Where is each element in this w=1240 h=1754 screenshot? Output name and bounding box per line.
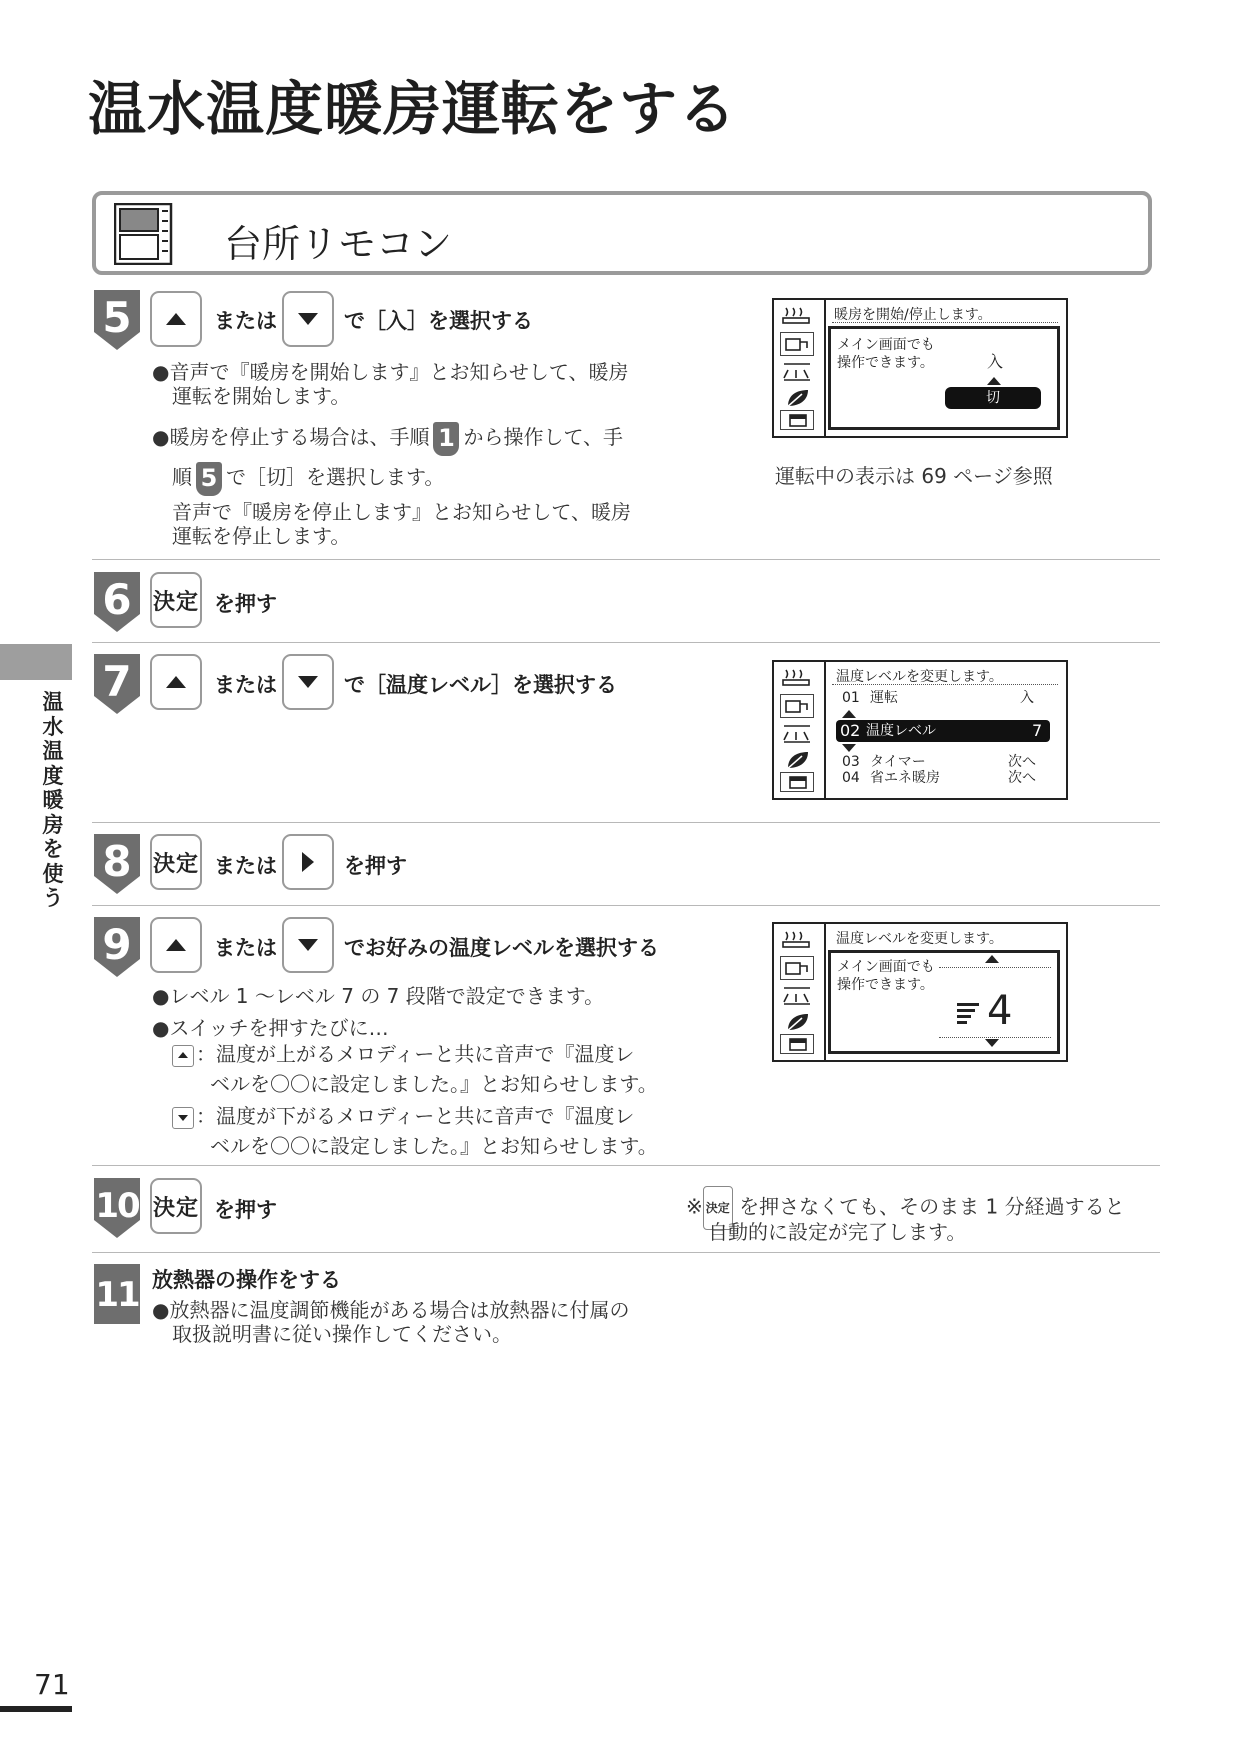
up-button[interactable] [150,917,202,973]
divider [92,559,1160,560]
step-5-badge [94,290,140,350]
step-9-down-text: ：温度が下がるメロディーと共に音声で『温度レ [196,1104,635,1128]
down-arrow-icon [298,676,318,688]
step-5-bullet2-line4: 運転を停止します。 [172,524,351,548]
step-7-instruction: で［温度レベル］を選択する [344,673,617,697]
up-arrow-icon [842,710,856,718]
step-10-number: 10 [95,1186,139,1226]
lcd-msg2: 操作できます。 [837,977,934,993]
step-5-or: または [214,309,277,333]
divider [92,822,1160,823]
lcd-row1-no: 01 [842,690,860,706]
heating-icon [780,928,814,952]
floor-heating-icon [780,984,814,1008]
lcd-row4-value: 次へ [1008,770,1036,786]
heating-icon [780,304,814,328]
lcd-option-off-selected: 切 [945,387,1041,409]
step-9-up-line2: ベルを〇〇に設定しました。』とお知らせします。 [210,1072,658,1096]
enter-button[interactable]: 決定 [150,572,202,628]
down-arrow-icon [842,744,856,752]
enter-button[interactable]: 決定 [150,1178,202,1234]
lcd-divider [939,1037,1051,1038]
lcd-screen-menu [772,660,1068,800]
lcd-msg1: メイン画面でも [837,337,935,353]
water-tap-icon [780,694,814,718]
menu-icon [780,410,814,430]
lcd-popup [828,950,1060,1054]
remote-title: 台所リモコン [224,222,453,266]
step-ref-badge: 1 [433,422,459,456]
step-11-bullet-line1: ●放熱器に温度調節機能がある場合は放熱器に付属の [152,1298,630,1322]
step-11-number: 11 [95,1275,139,1315]
step-6-badge [94,572,140,632]
lcd-icon-column [774,924,826,1060]
note-prefix: ※ [686,1194,703,1219]
up-arrow-icon [166,939,186,951]
step-10-instruction: を押す [214,1198,277,1222]
down-arrow-icon [298,313,318,325]
mini-down-key-icon [172,1107,194,1129]
step-9-badge [94,917,140,977]
heating-icon [780,666,814,690]
down-arrow-icon [298,939,318,951]
mini-up-key-icon [172,1045,194,1067]
step-9-down-line2: ベルを〇〇に設定しました。』とお知らせします。 [210,1134,658,1158]
lcd-option-on: 入 [987,352,1004,371]
enter-button[interactable]: 決定 [150,834,202,890]
lcd-icon-column [774,662,826,798]
up-arrow-icon [166,313,186,325]
up-arrow-icon [166,676,186,688]
water-tap-icon [780,332,814,356]
lcd-popup [828,326,1060,430]
down-button[interactable] [282,291,334,347]
step-11-badge [94,1264,140,1324]
step-8-badge [94,834,140,894]
lcd-divider [939,967,1051,968]
water-tap-icon [780,956,814,980]
step-6-number: 6 [102,575,132,624]
step-ref-badge: 5 [196,462,222,496]
step-5-bullet1-line2: 運転を開始します。 [172,384,351,408]
eco-leaf-icon [780,748,814,772]
step-11-instruction: 放熱器の操作をする [152,1268,341,1292]
lcd-row2-label: 温度レベル [866,723,936,739]
lcd-row3-label: タイマー [870,754,926,770]
down-arrow-icon [985,1039,999,1047]
step-9-bullet2: ●スイッチを押すたびに… [152,1016,389,1040]
remote-header [92,191,1152,275]
step-5-number: 5 [102,293,132,342]
page-number: 71 [34,1668,70,1701]
step-5-caption: 運転中の表示は 69 ページ参照 [775,464,1053,488]
step-7-or: または [214,673,277,697]
up-button[interactable] [150,654,202,710]
down-button[interactable] [282,917,334,973]
lcd-screen-level [772,922,1068,1062]
lcd-row3-no: 03 [842,754,860,770]
lcd-icon-column [774,300,826,436]
remote-control-icon [114,203,180,265]
step-5-bullet2-text-b: から操作して、手 [463,425,624,449]
up-button[interactable] [150,291,202,347]
step-7-number: 7 [102,657,132,706]
lcd-msg2: 操作できます。 [837,355,934,371]
right-button[interactable] [282,834,334,890]
lcd-screen-heating-onoff [772,298,1068,438]
right-arrow-icon [302,852,314,872]
divider [92,1252,1160,1253]
step-8-number: 8 [102,837,132,886]
menu-icon [780,1034,814,1054]
lcd-header: 暖房を開始/停止します。 [834,307,992,323]
step-8-or: または [214,854,277,878]
lcd-row3-value: 次へ [1008,754,1036,770]
divider [92,1165,1160,1166]
lcd-msg1: メイン画面でも [837,959,935,975]
divider [92,905,1160,906]
note-text: を押さなくても、そのまま 1 分経過すると [739,1194,1125,1219]
lcd-row2-no: 02 [840,721,861,740]
step-5-bullet2-text-a: ●暖房を停止する場合は、手順 [152,425,430,449]
menu-icon [780,772,814,792]
step-9-down-line1 [172,1104,634,1129]
step-9-or: または [214,936,277,960]
step-5-bullet2-text-c: 順 [172,465,192,489]
step-9-bullet1: ●レベル 1 ～レベル 7 の 7 段階で設定できます。 [152,984,605,1008]
lcd-row1-label: 運転 [870,690,898,706]
side-tab [0,644,72,680]
step-5-instruction: で［入］を選択する [344,309,533,333]
step-9-instruction: でお好みの温度レベルを選択する [344,936,659,960]
lcd-divider [832,322,1058,323]
level-bars-icon [955,1001,981,1027]
up-arrow-icon [987,377,1001,385]
lcd-header: 温度レベルを変更します。 [836,669,1003,685]
lcd-level-value: 4 [987,988,1013,1034]
step-9-up-line1 [172,1042,634,1067]
step-10-note-line2: 自動的に設定が完了します。 [708,1220,967,1244]
floor-heating-icon [780,360,814,384]
step-5-bullet1-line1: ●音声で『暖房を開始します』とお知らせして、暖房 [152,360,629,384]
step-5-bullet2-text-d: で［切］を選択します。 [226,465,445,489]
step-7-badge [94,654,140,714]
lcd-divider [832,684,1058,685]
lcd-row1-value: 入 [1020,690,1034,706]
step-5-bullet2-line1 [152,420,623,456]
up-arrow-icon [985,955,999,963]
down-button[interactable] [282,654,334,710]
step-5-bullet2-line2 [172,460,444,496]
lcd-header: 温度レベルを変更します。 [836,931,1003,947]
step-11-bullet-line2: 取扱説明書に従い操作してください。 [172,1322,512,1346]
page-title: 温水温度暖房運転をする [88,75,738,143]
mini-enter-key: 決定 [703,1186,733,1230]
step-10-badge [94,1178,140,1238]
lcd-row4-label: 省エネ暖房 [870,770,940,786]
lcd-selected-row [836,720,1050,742]
side-label: 温 水 温 度 暖 房 を 使 う [42,690,64,910]
lcd-row4-no: 04 [842,770,860,786]
page-number-rule [0,1706,72,1712]
divider [92,642,1160,643]
eco-leaf-icon [780,1010,814,1034]
step-8-instruction: を押す [344,854,407,878]
step-6-instruction: を押す [214,592,277,616]
step-5-bullet2-line3: 音声で『暖房を停止します』とお知らせして、暖房 [172,500,631,524]
step-9-number: 9 [102,920,132,969]
step-9-up-text: ：温度が上がるメロディーと共に音声で『温度レ [196,1042,635,1066]
floor-heating-icon [780,722,814,746]
lcd-row2-value: 7 [1032,721,1043,740]
eco-leaf-icon [780,386,814,410]
